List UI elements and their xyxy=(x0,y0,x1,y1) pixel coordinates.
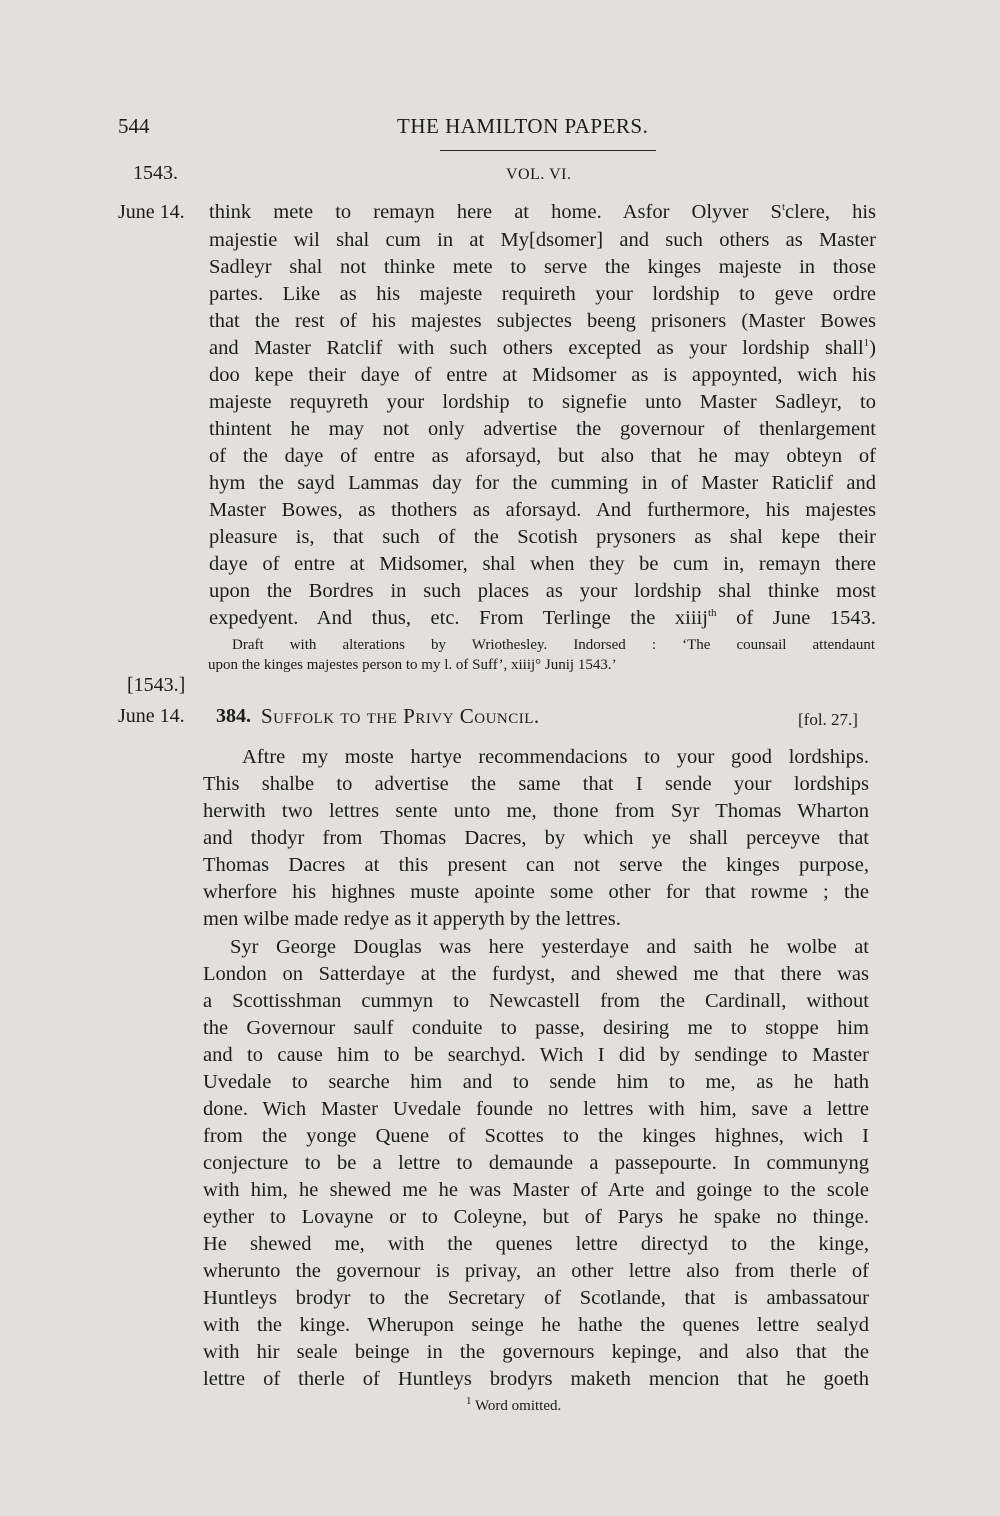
text-line: conjecture to be a lettre to demaunde a passepourte. In communyng xyxy=(203,1152,869,1174)
text-line: pleasure is, that such of the Scotish prysoners as shal kepe their xyxy=(209,526,876,548)
document-number: 384. xyxy=(216,705,251,727)
text-line: from the yonge Quene of Scottes to the kinges highnes, wich I xyxy=(203,1125,869,1147)
text-line: a Scottisshman cummyn to Newcastell from the Cardinall, without xyxy=(203,990,869,1012)
text-line: think mete to remayn here at home. Asfor Olyver $S^tclere$, his xyxy=(209,201,877,223)
text-line: wherunto the governour is privay, an other lettre also from therle of xyxy=(203,1260,869,1282)
text-line: Thomas Dacres at this present can not serve the kinges purpose, xyxy=(203,854,869,876)
text-line: the Governour saulf conduite to passe, desiring me to stoppe him xyxy=(203,1017,869,1039)
text-line: majestie wil shal cum in at My[dsomer] and such others as Master xyxy=(209,229,876,251)
margin-date: June 14. xyxy=(118,705,185,727)
text-line: He shewed me, with the quenes lettre directyd to the kinge, xyxy=(203,1233,869,1255)
text-line: with the kinge. Wherupon seinge he hathe the quenes lettre sealyd xyxy=(203,1314,869,1336)
document-heading: Suffolk to the Privy Council. xyxy=(261,704,540,728)
folio-reference: [fol. 27.] xyxy=(798,710,858,729)
volume-label: VOL. VI. xyxy=(506,166,572,183)
text-line: with him, he shewed me he was Master of Arte and goinge to the scole xyxy=(203,1179,869,1201)
text-line: Aftre my moste hartye recommendacions to your good lordships. xyxy=(242,746,869,768)
text-line: Master Bowes, as thothers as aforsayd. And furthermore, his majestes xyxy=(209,499,876,521)
text-line: and to cause him to be searchyd. Wich I did by sendinge to Master xyxy=(203,1044,869,1066)
text-line: and thodyr from Thomas Dacres, by which ye shall perceyve that xyxy=(203,827,869,849)
text-line: majeste requyreth your lordship to signefie unto Master Sadleyr, to xyxy=(209,391,876,413)
text-line: expedyent. And thus, etc. From Terlinge the xiiij$^{th}$ of June 1543. xyxy=(209,607,876,629)
text-line: doo kepe their daye of entre at Midsomer as is appoynted, wich his xyxy=(209,364,876,386)
editorial-note: Draft with alterations by Wriothesley. Indorsed : ‘The counsail attendaunt xyxy=(232,637,875,653)
text-line: eyther to Lovayne or to Coleyne, but of Parys he spake no thinge. xyxy=(203,1206,869,1228)
text-line: upon the Bordres in such places as your lordship shal thinke most xyxy=(209,580,876,602)
footnote: $^1$ Word omitted. xyxy=(466,1395,562,1414)
text-line: London on Satterdaye at the furdyst, and shewed me that there was xyxy=(203,963,869,985)
text-line: This shalbe to advertise the same that I sende your lordships xyxy=(203,773,869,795)
text-line: Sadleyr shal not thinke mete to serve the kinges majeste in those xyxy=(209,256,876,278)
text-line: Uvedale to searche him and to sende him to me, as he hath xyxy=(203,1071,869,1093)
title-rule xyxy=(440,150,656,151)
running-title: THE HAMILTON PAPERS. xyxy=(397,114,649,138)
text-line: lettre of therle of Huntleys brodyrs maketh mencion that he goeth xyxy=(203,1368,869,1390)
margin-year: 1543. xyxy=(133,162,178,184)
text-line: and Master Ratclif with such others excepted as your lordship shall$^1$) xyxy=(209,337,876,359)
text-line: done. Wich Master Uvedale founde no lettres with him, save a lettre xyxy=(203,1098,869,1120)
editorial-note: upon the kinges majestes person to my l. of Suff’, xiiij° Junij 1543.’ xyxy=(208,657,617,673)
text-line: of the daye of entre as aforsayd, but also that he may obteyn of xyxy=(209,445,876,467)
text-line: wherfore his highnes muste apointe some other for that rowme ; the xyxy=(203,881,869,903)
text-line: daye of entre at Midsomer, shal when they be cum in, remayn there xyxy=(209,553,876,575)
page-number: 544 xyxy=(118,114,150,138)
text-line: herwith two lettres sente unto me, thone from Syr Thomas Wharton xyxy=(203,800,869,822)
text-line: thintent he may not only advertise the governour of thenlargement xyxy=(209,418,876,440)
margin-year: [1543.] xyxy=(127,674,186,696)
text-line: with hir seale beinge in the governours kepinge, and also that the xyxy=(203,1341,869,1363)
text-line: men wilbe made redye as it apperyth by the lettres. xyxy=(203,908,621,930)
text-line: hym the sayd Lammas day for the cumming in of Master Raticlif and xyxy=(209,472,876,494)
margin-date: June 14. xyxy=(118,201,185,223)
text-line: that the rest of his majestes subjectes beeng prisoners (Master Bowes xyxy=(209,310,876,332)
text-line: Syr George Douglas was here yesterdaye and saith he wolbe at xyxy=(230,936,869,958)
text-line: partes. Like as his majeste requireth your lordship to geve ordre xyxy=(209,283,876,305)
text-line: Huntleys brodyr to the Secretary of Scotlande, that is ambassatour xyxy=(203,1287,869,1309)
